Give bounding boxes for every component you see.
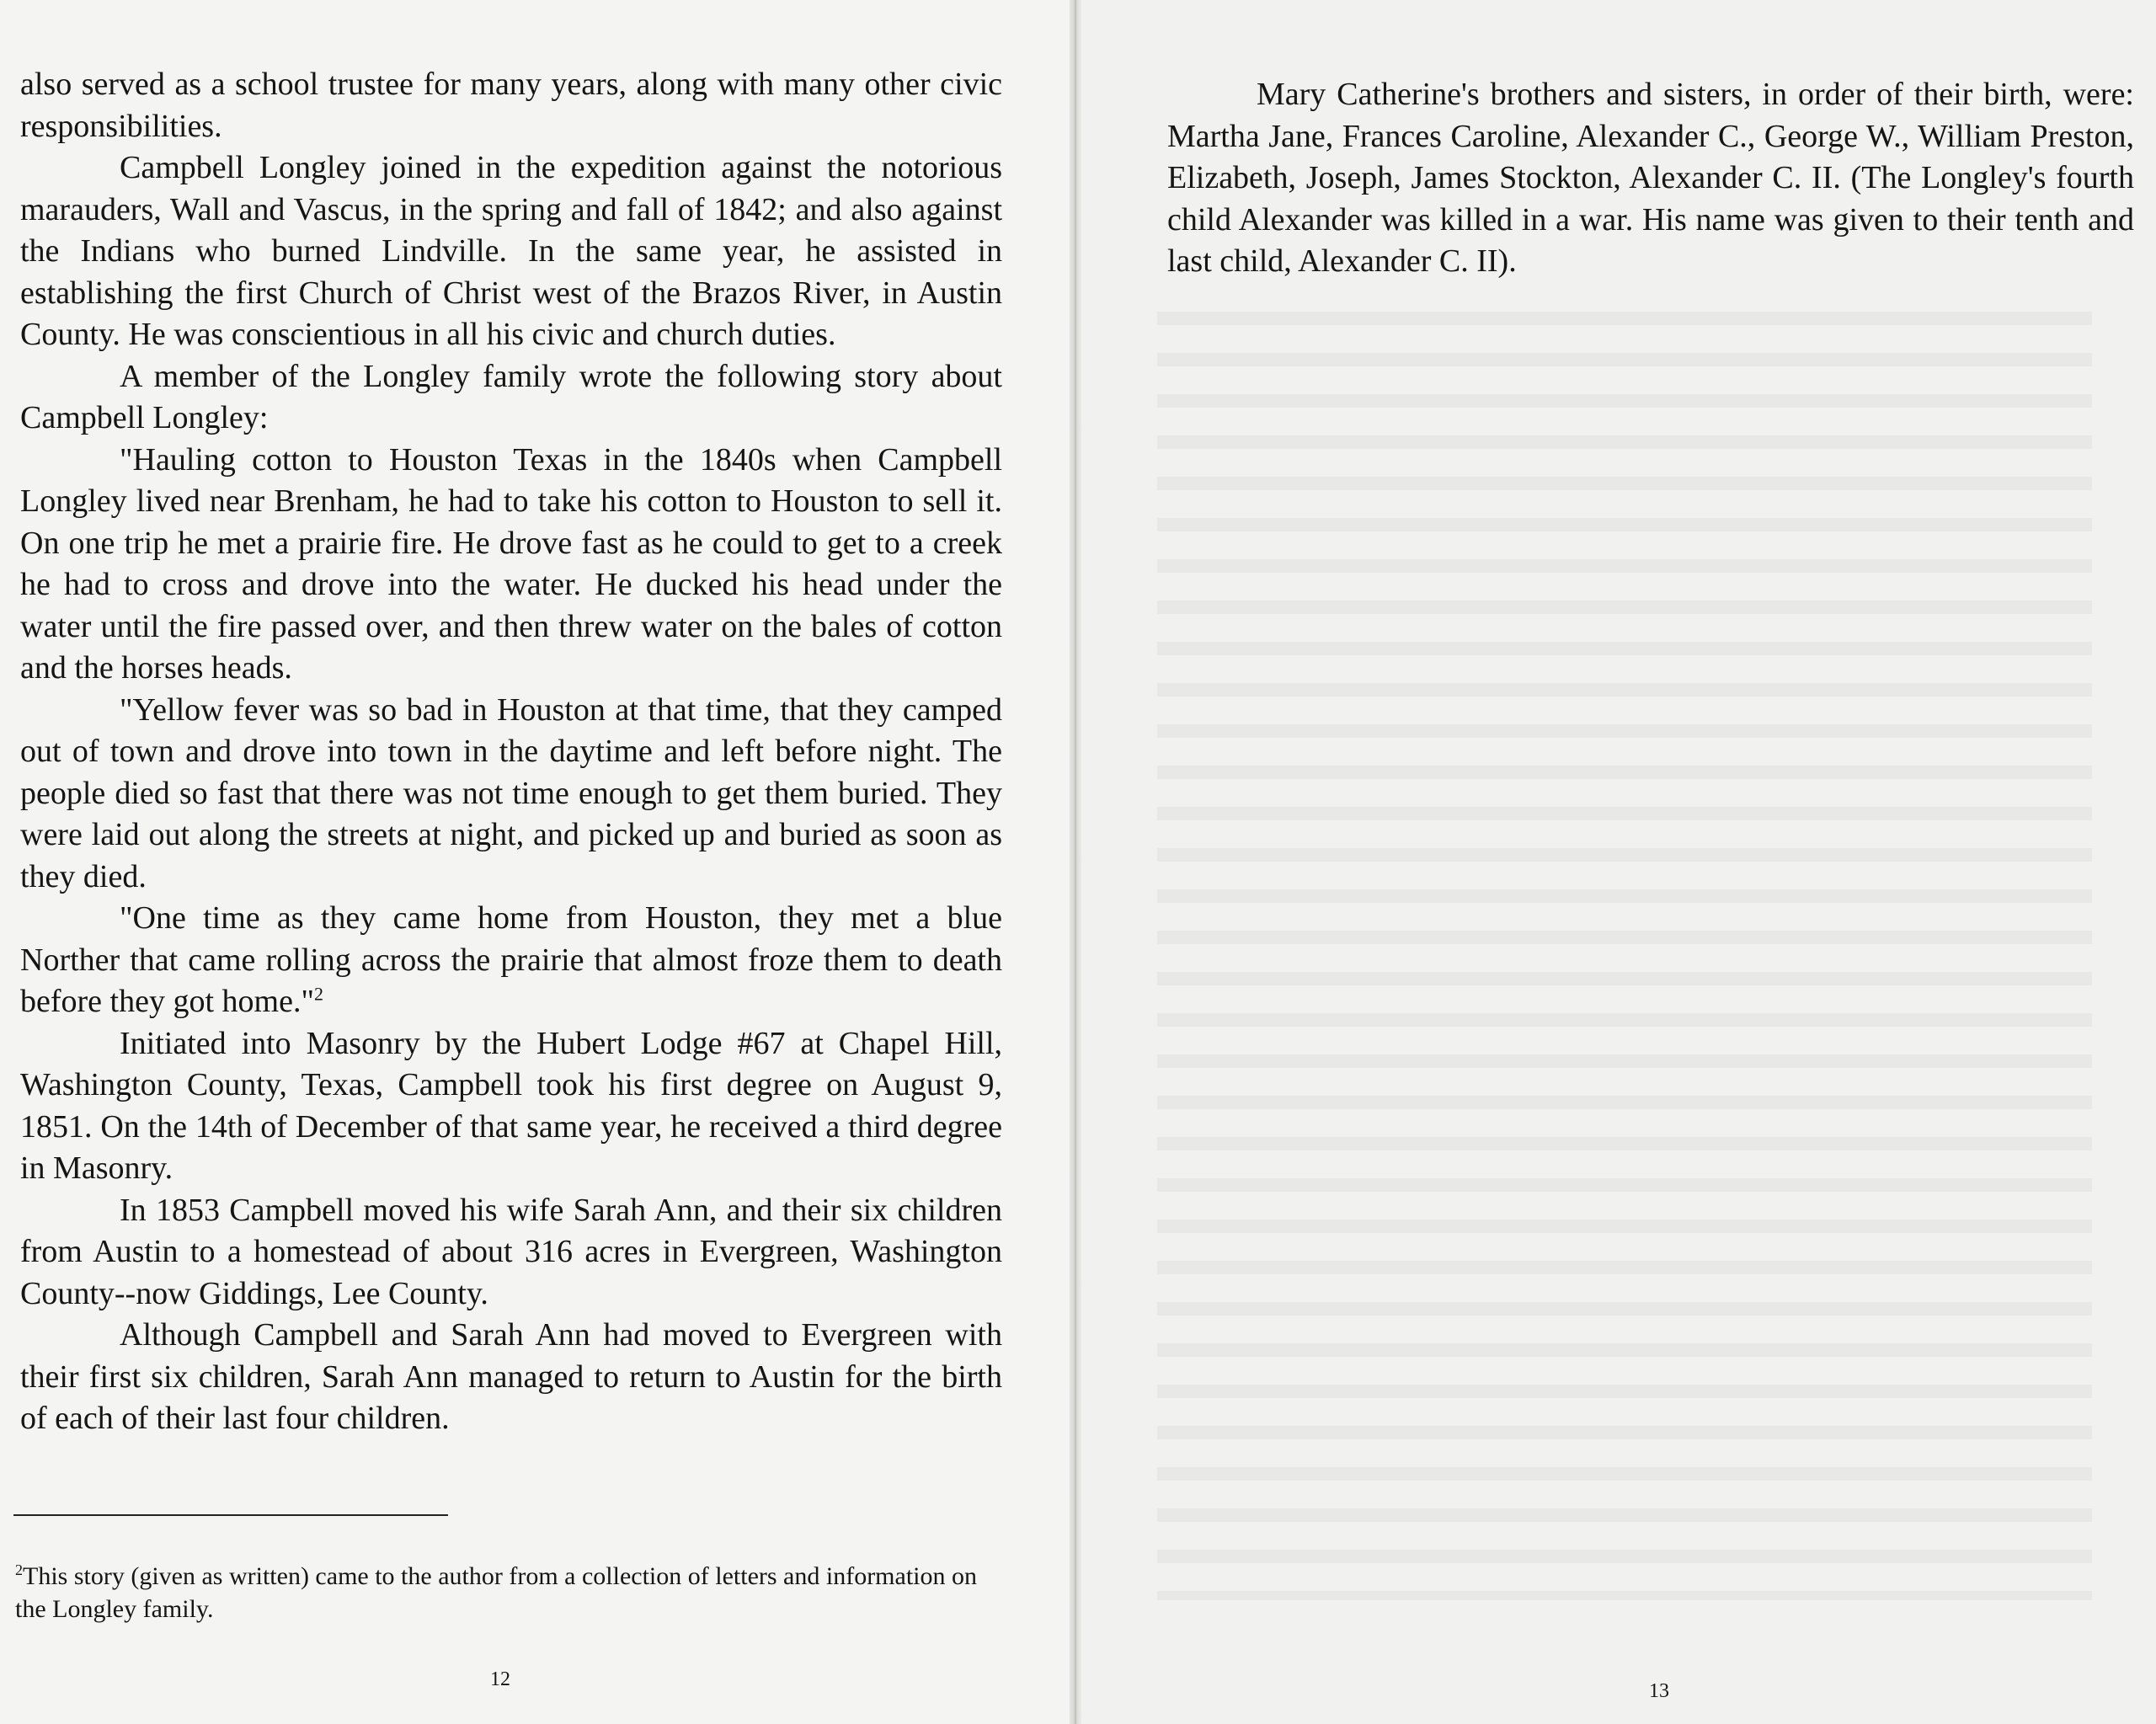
left-page-body [20,64,1002,1440]
footnote-divider [13,1514,448,1516]
page-number-left: 12 [490,1668,510,1690]
paragraph: also served as a school trustee for many years, along with many other civic responsibilities. [20,67,1002,144]
paragraph: A member of the Longley family wrote the following story about Campbell Longley: [20,358,1002,435]
paragraph-text: "One time as they came home from Houston, they met a blue Norther that came rolling across the prairie that almost froze them to death before they got home." [20,900,1002,1019]
paragraph: "Yellow fever was so bad in Houston at that time, that they camped out of town and drove into town in the daytime and left before night. The people died so fast that there was not time enough to get them buried. They were laid out along the streets at night, and picked up and buried as soon as they died. [20,691,1002,894]
paragraph: In 1853 Campbell moved his wife Sarah Ann, and their six children from Austin to a homestead of about 316 acres in Evergreen, Washington County--now Giddings, Lee County. [20,1192,1002,1311]
footnote-marker: 2 [15,1561,23,1578]
page-number-right: 13 [1649,1680,1669,1702]
paragraph: Campbell Longley joined in the expedition against the notorious marauders, Wall and Vascus, in the spring and fall of 1842; and also against the Indians who burned Lindville. In the same year, he assisted in establishing the first Church of Christ west of the Brazos River, in Austin County. He was conscientious in all his civic and church duties. [20,150,1002,352]
paragraph: Although Campbell and Sarah Ann had moved to Evergreen with their first six children, Sarah Ann managed to return to Austin for the birth of each of their last four children. [20,1317,1002,1436]
quote-paragraph-with-footnote [20,898,1002,1023]
paragraph: "Hauling cotton to Houston Texas in the 1840s when Campbell Longley lived near Brenham, he had to take his cotton to Houston to sell it. On one trip he met a prairie fire. He drove fast as he could to get to a creek he had to cross and drove into the water. He ducked his head under the water until the fire passed over, and then threw water on the bales of cotton and the horses heads. [20,441,1002,686]
right-page [1081,0,2156,1724]
bleed-through-texture [1157,286,2092,1600]
left-page [0,0,1070,1724]
footnote-reference: 2 [313,983,323,1005]
book-gutter [1070,0,1081,1724]
paragraph: Initiated into Masonry by the Hubert Lodge #67 at Chapel Hill, Washington County, Texas, Campbell took his first degree on August 9, 1851. On the 14th of December of that same year, he received a third degree in Masonry. [20,1025,1002,1186]
right-page-body [1167,74,2134,283]
paragraph: Mary Catherine's brothers and sisters, in order of their birth, were: Martha Jane, Frances Caroline, Alexander C., George W., William Preston, Elizabeth, Joseph, James Stockton, Alexander C. II. (The Longley's fourth child Alexander was killed in a war. His name was given to their tenth and last child, Alexander C. II). [1167,77,2134,279]
footnote [15,1560,984,1625]
footnote-text: This story (given as written) came to the author from a collection of letters and information on the Longley family. [15,1562,977,1623]
